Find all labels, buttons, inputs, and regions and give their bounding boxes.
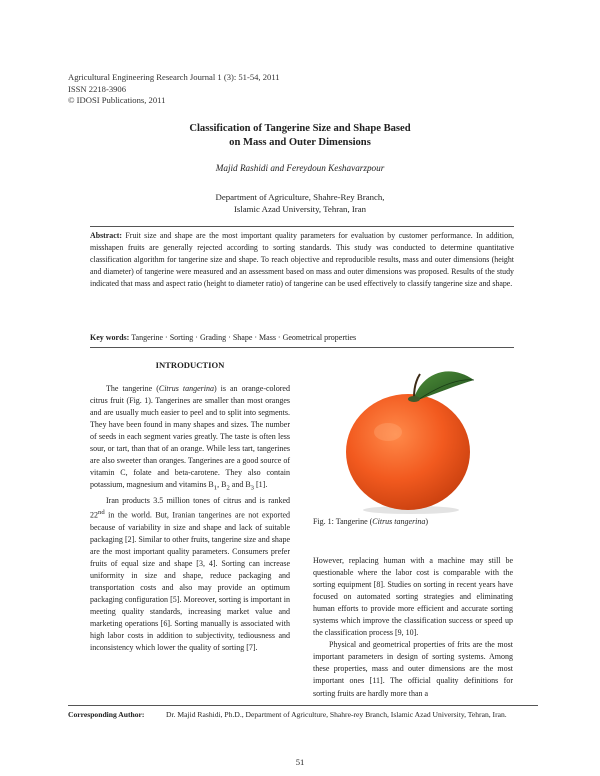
- affiliation-line2: Islamic Azad University, Tehran, Iran: [233, 204, 367, 215]
- journal-header: [68, 72, 280, 107]
- corresponding-author-text: Dr. Majid Rashidi, Ph.D., Department of Agriculture, Shahre-rey Branch, Islamic Azad University, Tehran, Iran.: [166, 710, 507, 719]
- section-heading-introduction: INTRODUCTION: [155, 360, 225, 370]
- affiliation-line1: Department of Agriculture, Shahre-Rey Branch,: [215, 192, 385, 202]
- tangerine-image: [336, 354, 486, 514]
- page-number: 51: [295, 757, 305, 767]
- footnote-rule: [68, 705, 538, 706]
- abstract-top-rule: [90, 226, 514, 227]
- figure-caption: Fig. 1: Tangerine (Citrus tangerina): [313, 517, 429, 526]
- paper-authors: Majid Rashidi and Fereydoun Keshavarzpour: [215, 163, 385, 173]
- species-name: Citrus tangerina: [158, 384, 214, 393]
- intro-paragraph-1: The tangerine (Citrus tangerina) is an orange-colored citrus fruit (Fig. 1). Tangerines are smaller than most oranges and are usually much easier to peel and to split into segments. They have been found in many shapes and sizes. The number of seeds in each segment varies greatly. The taste is often less sour, or tart, than that of an orange. While less tart, tangerines are also sweeter than oranges. Tangerines are a good source of vitamin C, folate and beta-carotene. They also contain potassium, magnesium and vitamins $B_1$, $B_2$ and $B_3$ [1].: [90, 384, 290, 492]
- right-column: [313, 555, 513, 700]
- tangerine-figure: [336, 354, 486, 514]
- intro-paragraph-2: Iran products 3.5 million tones of citrus and is ranked 22nd in the world. But, Iranian tangerines are not exported because of variability in size and shape and lack of suitable packaging [2]. Similar to other fruits, tangerine size and shape are the most important quality parameters. Consumers prefer fruits of equal size and shape [3, 4]. Sorting can increase uniformity in size and shape, reduce packaging and transportation costs and also may provide an optimum packaging configuration [5]. Moreover, sorting is important in meeting quality standards, increasing market value and marketing operations [6]. Sorting manually is associated with high labor costs in addition to subjectivity, tediousness and inconsistency which lower the quality of sorting [7].: [90, 496, 290, 653]
- abstract-text: Fruit size and shape are the most important quality parameters for evaluation by customer performance. In addition, misshapen fruits are generally rejected according to sorting standards. This study was conducted to determine quantitative classification algorithm for tangerine size and shape. To reach objective and reproducible results, mass and outer dimensions (height and diameter) of tangerine were measured and an assessment based on mass and outer dimensions was proposed. Results of the study indicated that mass and aspect ratio (height to diameter ratio) of tangerine can be used effectively to classify tangerine size and shape.: [90, 231, 514, 288]
- keywords-label: Key words:: [90, 333, 130, 342]
- paper-title-line2: on Mass and Outer Dimensions: [229, 137, 371, 148]
- journal-issn: ISSN 2218-3906: [68, 83, 127, 94]
- author-affiliation: [0, 191, 600, 215]
- keywords-bottom-rule: [90, 347, 514, 348]
- right-paragraph-2: Physical and geometrical properties of frits are the most important parameters in design of sorting systems. Among these properties, mass and outer dimensions are the most important ones [11]. The official quality definitions for sorting fruits are hardly more than a: [313, 640, 513, 698]
- journal-citation: Agricultural Engineering Research Journal 1 (3): 51-54, 2011: [68, 72, 280, 82]
- paper-title-line1: Classification of Tangerine Size and Shape Based: [189, 123, 411, 134]
- left-column: [90, 383, 290, 654]
- keywords: [90, 333, 514, 342]
- abstract: [90, 230, 514, 290]
- abstract-label: Abstract:: [90, 231, 122, 240]
- paper-title: [0, 122, 600, 150]
- keywords-text: Tangerine · Sorting · Grading · Shape · Mass · Geometrical properties: [131, 333, 357, 342]
- right-paragraph-1: However, replacing human with a machine may still be questionable where the labor cost is comparable with the sorting equipment [8]. Studies on sorting in recent years have focused on automated sorting strategies and eliminating human efforts to provide more efficient and accurate sorting systems which improve the classification success or speed up the classification process [9, 10].: [313, 556, 513, 638]
- journal-copyright: © IDOSI Publications, 2011: [68, 95, 166, 106]
- corresponding-author-label: Corresponding Author:: [68, 710, 145, 719]
